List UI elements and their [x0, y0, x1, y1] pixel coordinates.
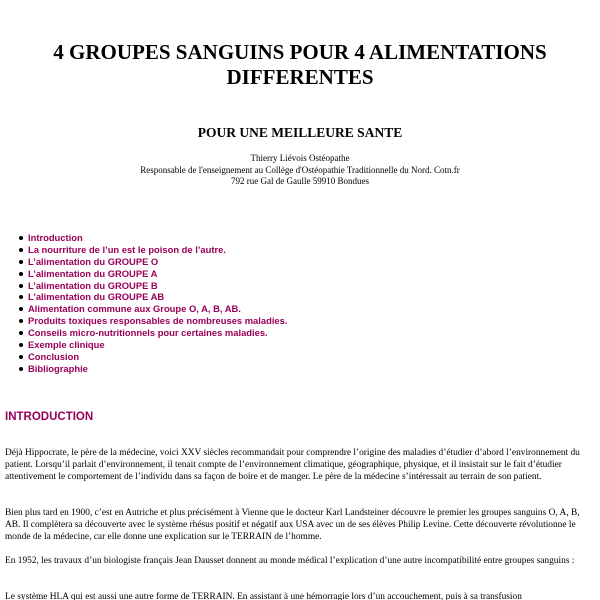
toc-item-conseils — [0, 327, 600, 339]
toc-item-bibliographie — [0, 363, 600, 375]
toc-item-groupe-b — [0, 280, 600, 292]
toc-link-groupe-o[interactable]: L’alimentation du GROUPE O — [28, 255, 159, 267]
toc-link-conclusion[interactable]: Conclusion — [28, 350, 80, 362]
toc-item-groupe-o — [0, 256, 600, 268]
bullet-icon — [19, 319, 23, 323]
toc-link-produits-toxiques[interactable]: Produits toxiques responsables de nombreuses maladies. — [28, 315, 288, 327]
table-of-contents — [0, 232, 600, 375]
author-name: Thierry Liévois Ostéopathe — [250, 153, 350, 163]
page-subtitle: POUR UNE MEILLEURE SANTE — [197, 125, 403, 140]
toc-link-alimentation-commune[interactable]: Alimentation commune aux Groupe O, A, B, AB. — [28, 303, 241, 315]
toc-item-produits-toxiques — [0, 315, 600, 327]
bullet-icon — [19, 260, 23, 264]
toc-item-alimentation-commune — [0, 303, 600, 315]
bullet-icon — [19, 331, 23, 335]
bullet-icon — [19, 272, 23, 276]
toc-item-exemple-clinique — [0, 339, 600, 351]
toc-link-nourriture[interactable]: La nourriture de l’un est le poison de l’autre. — [28, 243, 226, 255]
author-role: Responsable de l'enseignement au Collège d'Ostéopathie Traditionnelle du Nord. Cotn.fr — [140, 164, 460, 175]
toc-link-introduction[interactable]: Introduction — [28, 232, 83, 243]
bullet-icon — [19, 284, 23, 288]
page-title: 4 GROUPES SANGUINS POUR 4 ALIMENTATIONS DIFFERENTES — [53, 40, 547, 89]
bullet-icon — [19, 295, 23, 299]
toc-item-groupe-ab — [0, 291, 600, 303]
toc-link-exemple-clinique[interactable]: Exemple clinique — [28, 339, 105, 351]
toc-item-introduction — [0, 232, 600, 244]
toc-link-conseils[interactable]: Conseils micro-nutritionnels pour certaines maladies. — [28, 327, 268, 339]
bullet-icon — [19, 355, 23, 359]
paragraph: Le système HLA qui est aussi une autre forme de TERRAIN. En assistant à une hémorragie lors d’un accouchement, puis à sa transfusion — [5, 592, 522, 600]
toc-item-groupe-a — [0, 268, 600, 280]
bullet-icon — [19, 307, 23, 311]
paragraph: Déjà Hippocrate, le père de la médecine, voici XXV siècles recommandait pour comprendre l’origine des maladies d’étudier d’abord l’environnement du patient. Lorsqu’il parlait d’environnement, il tenait compte de l’environnement climatique, géographique, physique, et il insistait sur le fait d’étudier attentivement le comportement de l’individu dans sa façon de boire et de manger. Le père de la médecine s’intéressait au terrain de son patient. — [5, 448, 580, 482]
bullet-icon — [19, 236, 23, 240]
bullet-icon — [19, 343, 23, 347]
paragraph: En 1952, les travaux d’un biologiste français Jean Dausset donnent au monde médical l’explication d’une autre incompatibilité entre groupes sanguins : — [5, 556, 575, 566]
toc-link-groupe-b[interactable]: L’alimentation du GROUPE B — [28, 279, 158, 291]
section-heading-introduction: INTRODUCTION — [5, 411, 94, 423]
toc-link-groupe-ab[interactable]: L’alimentation du GROUPE AB — [28, 291, 165, 303]
author-block — [0, 153, 600, 188]
toc-link-bibliographie[interactable]: Bibliographie — [28, 362, 88, 374]
author-address: 792 rue Gal de Gaulle 59910 Bondues — [231, 176, 369, 186]
toc-item-conclusion — [0, 351, 600, 363]
bullet-icon — [19, 367, 23, 371]
bullet-icon — [19, 248, 23, 252]
toc-item-nourriture — [0, 244, 600, 256]
toc-link-groupe-a[interactable]: L’alimentation du GROUPE A — [28, 267, 158, 279]
paragraph: Bien plus tard en 1900, c’est en Autriche et plus précisément à Vienne que le docteur Karl Landsteiner découvre le premier les groupes sanguins O, A, B, AB. Il complètera sa découverte avec le système rhésus positif et négatif aux USA avec un de ses élèves Philip Levine. Cette découverte révolutionne le monde de la médecine, car elle donne une explication sur le TERRAIN de l’homme. — [5, 508, 580, 542]
